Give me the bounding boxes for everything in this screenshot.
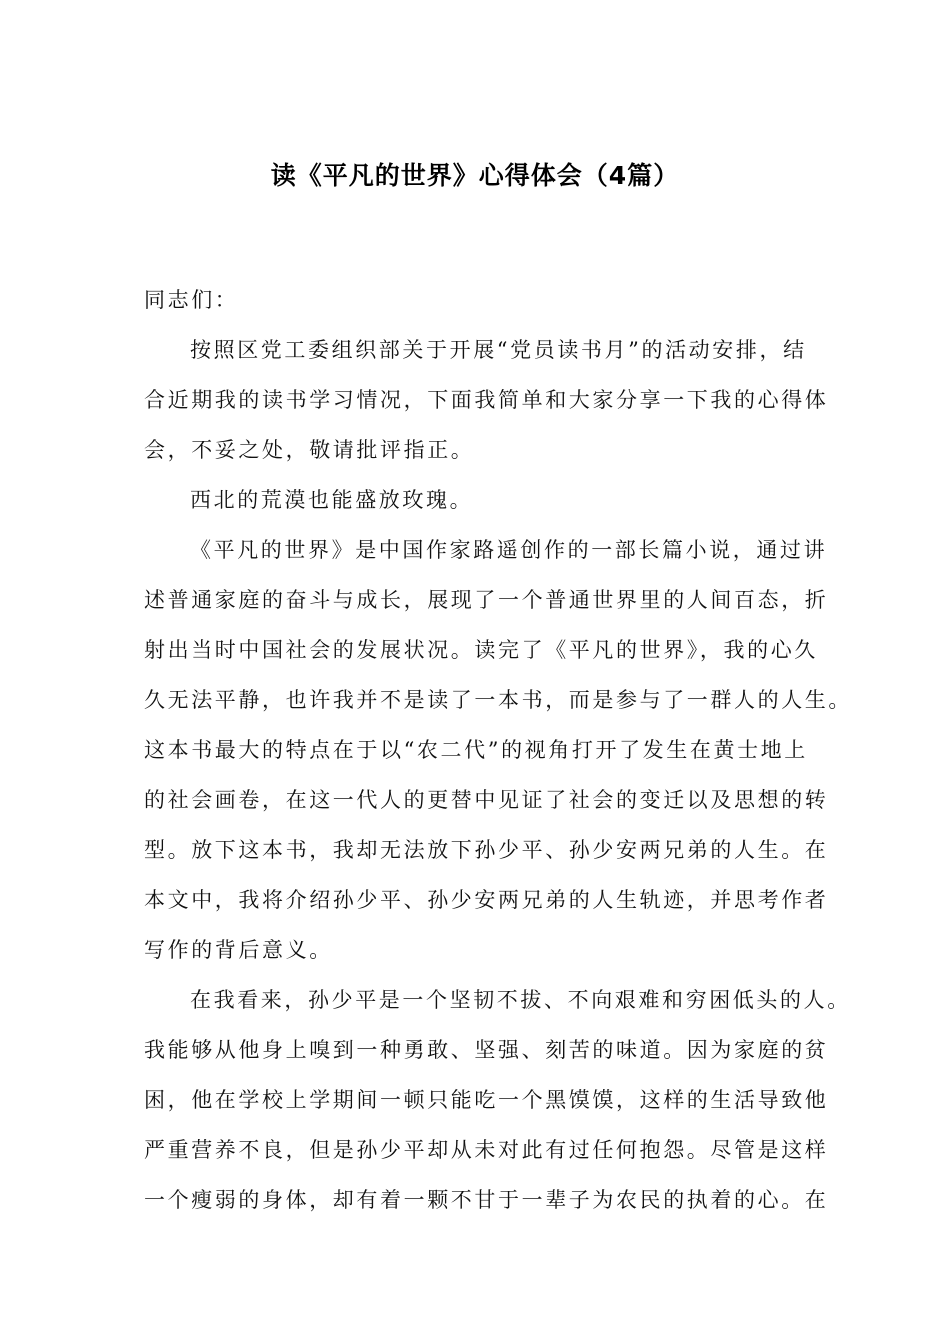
paragraph-line: 会，不妥之处，敬请批评指正。	[144, 438, 475, 462]
paragraph-line: 久无法平静，也许我并不是读了一本书，而是参与了一群人的人生。	[144, 688, 852, 712]
salutation: 同志们：	[144, 288, 239, 312]
paragraph-intro	[144, 333, 829, 483]
paragraph-line: 写作的背后意义。	[144, 938, 333, 962]
paragraph-book-overview	[144, 533, 852, 983]
document-title: 读《平凡的世界》心得体会（4篇）	[270, 161, 680, 190]
paragraph-subheading	[144, 483, 824, 533]
paragraph-sun-shaoping	[144, 983, 851, 1233]
paragraph-line: 的社会画卷，在这一代人的更替中见证了社会的变迁以及思想的转	[144, 788, 829, 812]
paragraph-line: 在我看来，孙少平是一个坚韧不拔、不向艰难和穷困低头的人。	[190, 988, 851, 1012]
paragraph-line: 我能够从他身上嗅到一种勇敢、坚强、刻苦的味道。因为家庭的贫	[144, 1038, 829, 1062]
paragraph-line: 合近期我的读书学习情况，下面我简单和大家分享一下我的心得体	[144, 388, 829, 412]
document-body	[144, 283, 852, 1233]
paragraph-line: 一个瘦弱的身体，却有着一颗不甘于一辈子为农民的执着的心。在	[144, 1188, 829, 1212]
paragraph-line: 射出当时中国社会的发展状况。读完了《平凡的世界》，我的心久	[144, 638, 818, 662]
paragraph-line: 本文中，我将介绍孙少平、孙少安两兄弟的人生轨迹，并思考作者	[144, 888, 829, 912]
paragraph-line: 困，他在学校上学期间一顿只能吃一个黑馍馍，这样的生活导致他	[144, 1088, 829, 1112]
paragraph-line: 按照区党工委组织部关于开展“党员读书月”的活动安排，结	[190, 338, 807, 362]
paragraph-line: 型。放下这本书，我却无法放下孙少平、孙少安两兄弟的人生。在	[144, 838, 829, 862]
paragraph-line: 这本书最大的特点在于以“农二代”的视角打开了发生在黄士地上	[144, 738, 808, 762]
paragraph-line: 述普通家庭的奋斗与成长，展现了一个普通世界里的人间百态，折	[144, 588, 829, 612]
paragraph-line: 《平凡的世界》是中国作家路遥创作的一部长篇小说，通过讲	[190, 538, 828, 562]
paragraph-line: 西北的荒漠也能盛放玫瑰。	[190, 488, 474, 512]
paragraph-line: 严重营养不良，但是孙少平却从未对此有过任何抱怨。尽管是这样	[144, 1138, 829, 1162]
